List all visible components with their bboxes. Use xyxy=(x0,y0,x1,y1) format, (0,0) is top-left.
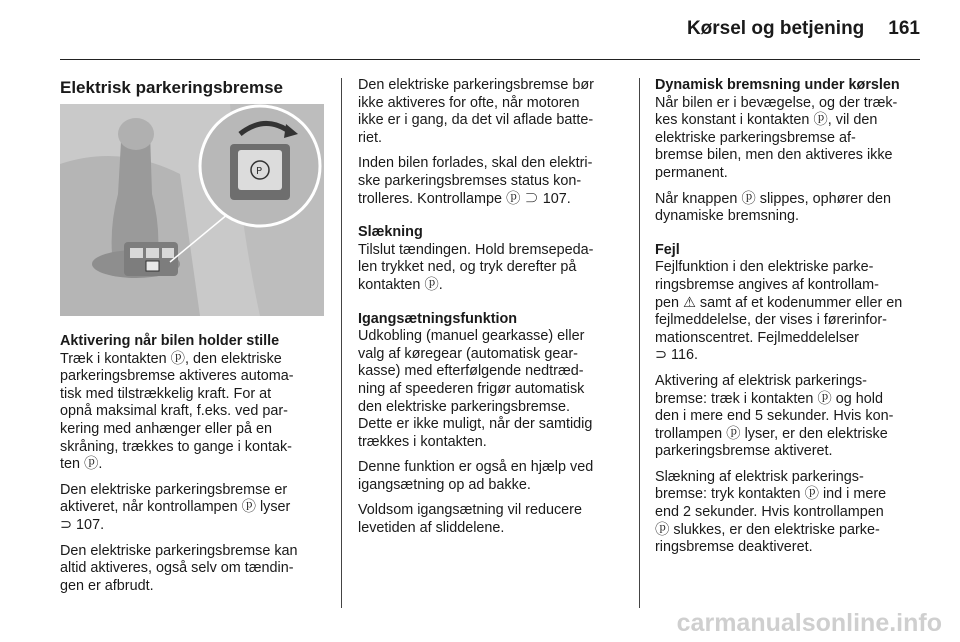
section-title: Elektrisk parkeringsbremse xyxy=(60,78,284,97)
col3-paragraph-4: Aktivering af elektrisk parkerings- bremse: træk i kontakten ⓟ og hold den i mere end 5 sekunder. Hvis kon- trollampen ⓟ lyser, er den elektriske parkeringsbremse aktiveret. xyxy=(655,372,894,460)
column-2 xyxy=(358,77,626,546)
parking-brake-illustration xyxy=(60,104,324,316)
col3-paragraph-2: Når knappen ⓟ slippes, ophører den dynamiske bremsning. xyxy=(655,190,891,225)
svg-text:P: P xyxy=(256,166,263,177)
page-number: 161 xyxy=(888,18,920,39)
heading-activation: Aktivering når bilen holder stille xyxy=(60,333,280,349)
col1-paragraph-1: Træk i kontakten ⓟ, den elektriske parkeringsbremse aktiveres automa- tisk med tilstrækkelig kraft. For at opnå maksimal kraft, f.eks. ved par- kering med anhænger eller på en skråning, trækkes to gange i kontak- ten ⓟ. xyxy=(60,350,294,473)
col1-paragraph-2: Den elektriske parkeringsbremse er aktiveret, når kontrollampen ⓟ lyser ⊃ 107. xyxy=(60,481,291,533)
col2-paragraph-4: Udkobling (manuel gearkasse) eller valg af køregear (automatisk gear- kasse) med efterfølgende nedtræd- ning af speederen frigør automatisk den elektriske parkeringsbremse. Dette er ikke muligt, når der samtidig trækkes i kontakten. xyxy=(358,328,593,450)
column-1 xyxy=(60,333,325,603)
column-divider-2 xyxy=(639,78,640,608)
heading-fault: Fejl xyxy=(655,241,680,258)
col3-paragraph-1: Når bilen er i bevægelse, og der træk- kes konstant i kontakten ⓟ, vil den elektriske parkeringsbremse af- bremse bilen, men den aktiveres ikke permanent. xyxy=(655,94,898,181)
col3-paragraph-3: Fejlfunktion i den elektriske parke- ringsbremse angives af kontrollam- pen ⚠ samt af et kodenummer eller en fejlmeddelelse, der vises i førerinfor- mationscentret. Fejlmeddelelser ⊃ 116. xyxy=(655,259,903,364)
heading-drive-away: Igangsætningsfunktion xyxy=(358,310,518,327)
column-divider-1 xyxy=(341,78,342,608)
col2-paragraph-1: Den elektriske parkeringsbremse bør ikke aktiveres for ofte, når motoren ikke er i gang, da det vil aflade batte- riet. xyxy=(358,77,594,146)
col3-paragraph-5: Slækning af elektrisk parkerings- bremse: tryk kontakten ⓟ ind i mere end 2 sekunder. Hvis kontrollampen ⓟ slukkes, er den elektriske parke- ringsbremse deaktiveret. xyxy=(655,468,887,556)
col2-paragraph-3: Tilslut tændingen. Hold bremsepeda- len trykket ned, og tryk derefter på kontakten ⓟ. xyxy=(358,241,594,293)
header-rule xyxy=(60,59,920,60)
heading-dynamic-braking: Dynamisk bremsning under kørslen xyxy=(655,77,900,93)
col2-paragraph-6: Voldsom igangsætning vil reducere levetiden af sliddelene. xyxy=(358,502,582,537)
col2-paragraph-5: Denne funktion er også en hjælp ved igangsætning op ad bakke. xyxy=(358,459,594,493)
col2-paragraph-2: Inden bilen forlades, skal den elektri- ske parkeringsbremses status kon- trolleres. Kontrollampe ⓟ ⊃ 107. xyxy=(358,155,593,207)
chapter-title: Kørsel og betjening xyxy=(686,18,865,39)
page-header xyxy=(687,18,920,40)
watermark: carmanualsonline.info xyxy=(676,609,942,637)
heading-release: Slækning xyxy=(358,224,423,241)
col1-paragraph-3: Den elektriske parkeringsbremse kan altid aktiveres, også selv om tændin- gen er afbrudt. xyxy=(60,542,298,594)
column-3 xyxy=(655,77,921,565)
